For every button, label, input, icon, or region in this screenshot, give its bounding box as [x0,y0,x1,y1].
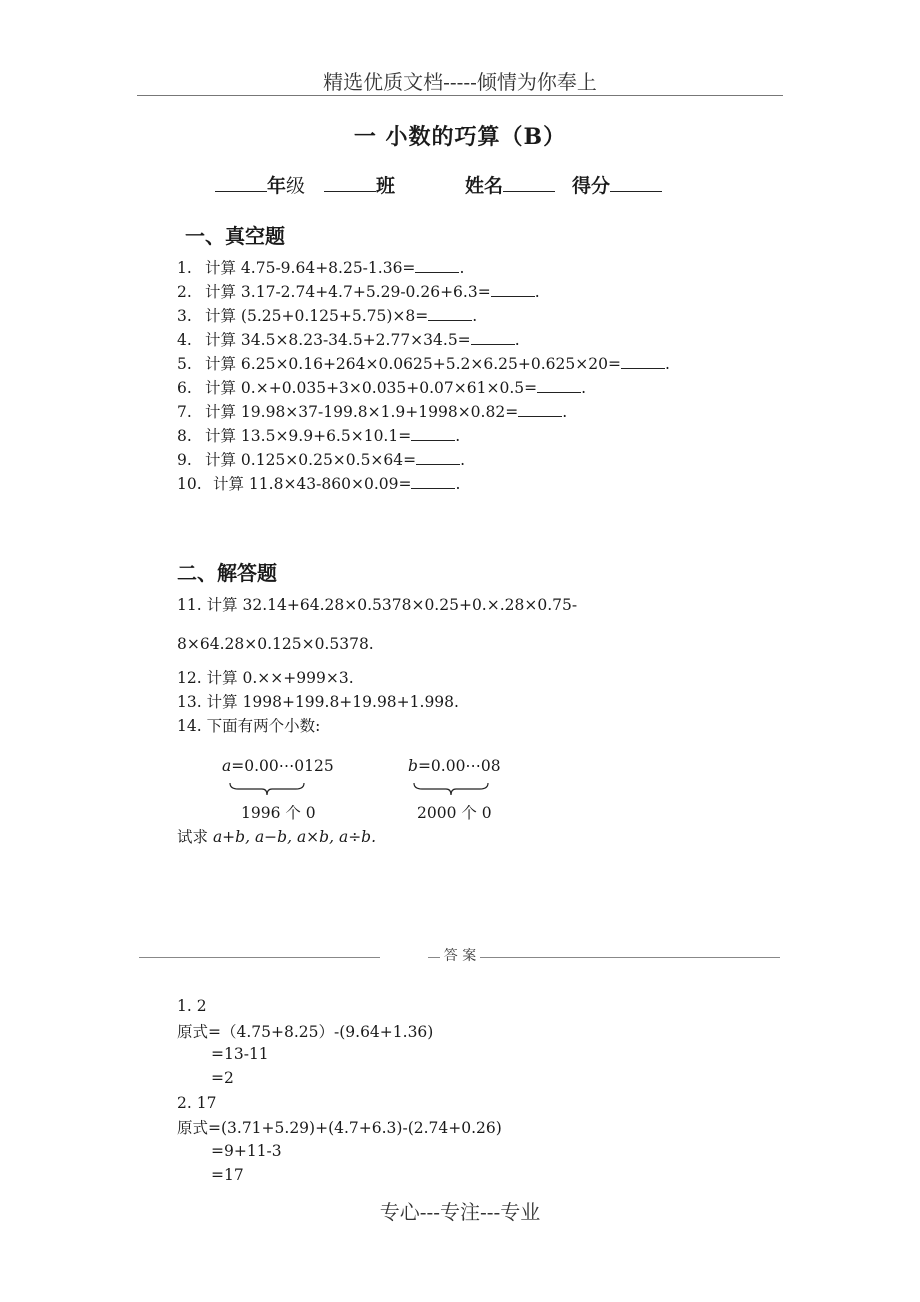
answer-blank [471,330,515,345]
grade-blank [215,173,267,192]
answer-2-line-1: 原式=(3.71+5.29)+(4.7+6.3)-(2.74+0.26) [177,1119,502,1137]
question-13: 13. 计算 1998+199.8+19.98+1.998. [177,693,459,711]
question-5: 5. 计算 6.25×0.16+264×0.0625+5.2×6.25+0.625×20= . [177,355,670,373]
question-4: 4. 计算 34.5×8.23-34.5+2.77×34.5= . [177,331,520,349]
grade-field [215,171,305,198]
answer-blank [411,474,455,489]
decimal-a-zero-count: 1996 个 0 [241,804,316,822]
answer-blank [411,426,455,441]
question-10: 10. 计算 11.8×43-860×0.09= . [177,475,461,493]
answer-1-header: 1. 2 [177,997,207,1015]
class-blank [324,173,376,192]
class-label: 班 [376,175,396,197]
question-3: 3. 计算 (5.25+0.125+5.75)×8= . [177,307,478,325]
decimal-b: b=0.00⋯08 [408,757,501,775]
question-7: 7. 计算 19.98×37-199.8×1.9+1998×0.82= . [177,403,568,421]
name-field [465,171,555,198]
section-1-heading: 一、真空题 [185,224,285,248]
class-field [324,171,395,198]
answer-2-header: 2. 17 [177,1094,217,1112]
question-6: 6. 计算 0.×+0.035+3×0.035+0.07×61×0.5= . [177,379,587,397]
score-field [572,171,662,198]
grade-label-2: 级 [286,175,306,197]
question-11-line-1: 11. 计算 32.14+64.28×0.5378×0.25+0.×.28×0.75- [177,596,578,614]
answer-blank [428,306,472,321]
worksheet-title: 一 小数的巧算（B） [353,124,567,150]
question-12: 12. 计算 0.××+999×3. [177,669,354,687]
answer-1-line-2: =13-11 [211,1045,269,1063]
answer-blank [416,450,460,465]
score-label: 得分 [572,175,611,197]
answer-1-line-3: =2 [211,1069,234,1087]
answer-1-line-1: 原式=（4.75+8.25）-(9.64+1.36) [177,1023,434,1041]
page-header: 精选优质文档-----倾情为你奉上 [323,70,597,94]
answer-blank [518,402,562,417]
answer-blank [491,282,535,297]
page-footer: 专心---专注---专业 [379,1200,541,1224]
score-blank [610,173,662,192]
header-rule [137,95,783,96]
section-2-heading: 二、解答题 [177,561,277,585]
question-11-line-2: 8×64.28×0.125×0.5378. [177,635,374,653]
question-9: 9. 计算 0.125×0.25×0.5×64= . [177,451,466,469]
question-8: 8. 计算 13.5×9.9+6.5×10.1= . [177,427,461,445]
grade-label: 年 [267,175,287,197]
answer-blank [415,258,459,273]
question-1: 1. 计算 4.75-9.64+8.25-1.36= . [177,259,465,277]
brace-a-icon [228,781,306,797]
decimal-b-zero-count: 2000 个 0 [417,804,492,822]
brace-b-icon [412,781,490,797]
answer-blank [537,378,581,393]
question-14-ask: 试求 a+b, a−b, a×b, a÷b. [177,828,377,846]
name-label: 姓名 [465,175,504,197]
name-blank [503,173,555,192]
decimal-a: a=0.00⋯0125 [222,757,334,775]
answer-2-line-2: =9+11-3 [211,1142,282,1160]
answer-blank [621,354,665,369]
question-14: 14. 下面有两个小数: [177,717,321,735]
answer-divider-label: 答 案 [0,945,920,965]
answer-2-line-3: =17 [211,1166,244,1184]
question-2: 2. 计算 3.17-2.74+4.7+5.29-0.26+6.3= . [177,283,540,301]
